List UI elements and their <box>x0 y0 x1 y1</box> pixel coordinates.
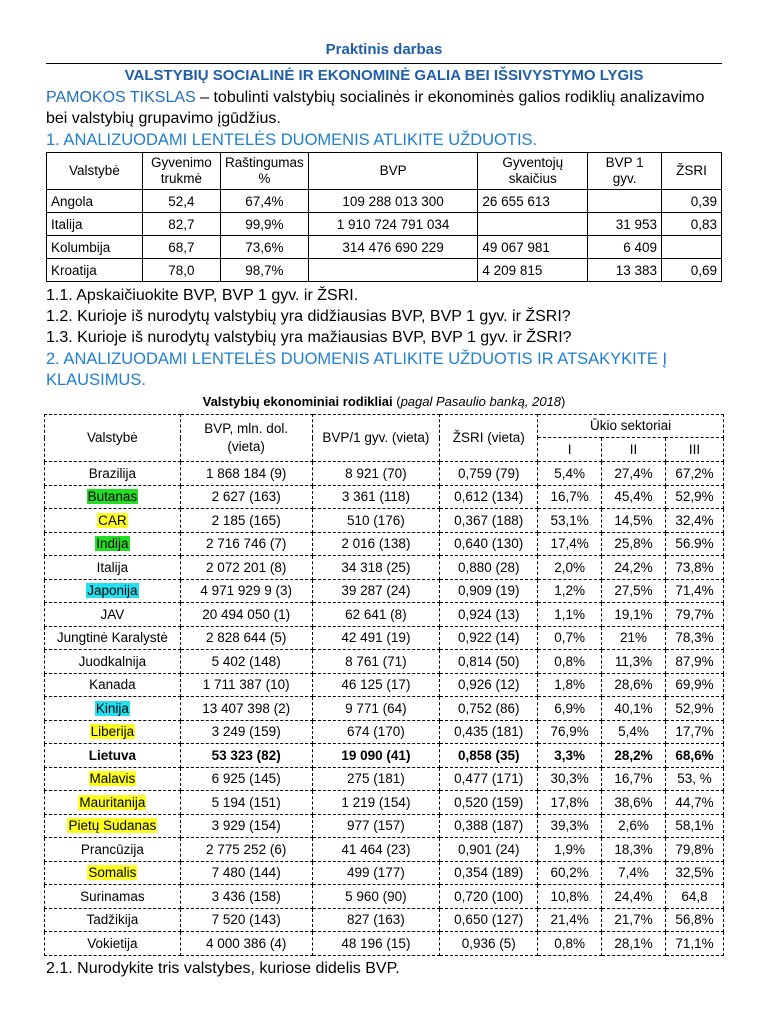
cell-gdp-per-capita-rank: 48 196 (15) <box>312 932 440 956</box>
cell-sector-3: 53, % <box>666 767 724 791</box>
cell-life-expectancy: 52,4 <box>142 190 220 213</box>
cell-sector-1: 5,4% <box>538 462 602 486</box>
col-life-expectancy: Gyvenimo trukmė <box>142 153 220 190</box>
cell-sector-2: 21,7% <box>602 908 666 932</box>
cell-sector-2: 24,4% <box>602 885 666 909</box>
col-sector-2: II <box>602 438 666 462</box>
page-subtitle: VALSTYBIŲ SOCIALINĖ IR EKONOMINĖ GALIA BEI IŠSIVYSTYMO LYGIS <box>124 67 644 84</box>
cell-country <box>45 885 181 909</box>
cell-gdp-per-capita-rank: 3 361 (118) <box>312 485 440 509</box>
cell-sector-2: 45,4% <box>602 485 666 509</box>
cell-hdi-rank: 0,354 (189) <box>440 861 538 885</box>
col-literacy: Raštingumas % <box>220 153 308 190</box>
cell-sector-1: 10,8% <box>538 885 602 909</box>
cell-life-expectancy: 68,7 <box>142 236 220 259</box>
cell-sector-1: 1,8% <box>538 673 602 697</box>
col-gdp-per-capita-rank: BVP/1 gyv. (vieta) <box>312 415 440 462</box>
cell-gdp-per-capita-rank: 275 (181) <box>312 767 440 791</box>
question-1-3: 1.3. Kurioje iš nurodytų valstybių yra mažiausias BVP, BVP 1 gyv. ir ŽSRI? <box>46 329 572 346</box>
cell-gdp: 109 288 013 300 <box>308 190 478 213</box>
table-row <box>45 767 724 791</box>
cell-sector-2: 28,2% <box>602 744 666 768</box>
table-row <box>45 673 724 697</box>
cell-literacy: 98,7% <box>220 259 308 282</box>
table-row <box>45 744 724 768</box>
country-name: Mauritanija <box>79 794 146 810</box>
cell-hdi-rank: 0,759 (79) <box>440 462 538 486</box>
cell-gdp-per-capita: 31 953 <box>588 213 662 236</box>
cell-sector-1: 16,7% <box>538 485 602 509</box>
cell-hdi-rank: 0,752 (86) <box>440 697 538 721</box>
cell-hdi-rank: 0,477 (171) <box>440 767 538 791</box>
cell-hdi-rank: 0,901 (24) <box>440 838 538 862</box>
col-hdi-rank: ŽSRI (vieta) <box>440 415 538 462</box>
cell-hdi-rank: 0,880 (28) <box>440 556 538 580</box>
table-row <box>45 814 724 838</box>
country-name: Prancūzija <box>80 841 144 857</box>
cell-sector-3: 17,7% <box>666 720 724 744</box>
table2-caption-open: ( <box>392 394 401 409</box>
cell-gdp-rank: 7 480 (144) <box>180 861 312 885</box>
table-row <box>45 509 724 533</box>
cell-gdp-rank: 4 000 386 (4) <box>180 932 312 956</box>
cell-sector-3: 64,8 <box>666 885 724 909</box>
cell-gdp-rank: 5 194 (151) <box>180 791 312 815</box>
cell-hdi-rank: 0,435 (181) <box>440 720 538 744</box>
cell-sector-2: 27,5% <box>602 579 666 603</box>
cell-gdp-per-capita-rank: 674 (170) <box>312 720 440 744</box>
table-row <box>45 885 724 909</box>
cell-gdp-per-capita <box>588 190 662 213</box>
table2-caption-main: Valstybių ekonominiai rodikliai <box>202 394 393 409</box>
cell-hdi-rank: 0,650 (127) <box>440 908 538 932</box>
cell-country <box>45 838 181 862</box>
cell-sector-3: 79,7% <box>666 603 724 627</box>
cell-literacy: 73,6% <box>220 236 308 259</box>
table-row <box>45 532 724 556</box>
col-country: Valstybė <box>45 415 181 462</box>
cell-gdp-per-capita-rank: 41 464 (23) <box>312 838 440 862</box>
cell-country: Kroatija <box>47 259 143 282</box>
cell-gdp <box>308 259 478 282</box>
cell-gdp-per-capita-rank: 5 960 (90) <box>312 885 440 909</box>
cell-sector-2: 25,8% <box>602 532 666 556</box>
col-sector-1: I <box>538 438 602 462</box>
worksheet-page <box>46 40 722 979</box>
cell-gdp-per-capita-rank: 42 491 (19) <box>312 626 440 650</box>
cell-sector-3: 71,1% <box>666 932 724 956</box>
cell-gdp-per-capita-rank: 9 771 (64) <box>312 697 440 721</box>
table-row <box>45 861 724 885</box>
cell-gdp-rank: 2 716 746 (7) <box>180 532 312 556</box>
cell-hdi: 0,69 <box>662 259 722 282</box>
cell-population: 49 067 981 <box>478 236 588 259</box>
cell-gdp-rank: 3 436 (158) <box>180 885 312 909</box>
cell-sector-3: 52,9% <box>666 697 724 721</box>
table-row <box>47 236 722 259</box>
table-row <box>45 650 724 674</box>
cell-sector-1: 53,1% <box>538 509 602 533</box>
cell-sector-2: 38,6% <box>602 791 666 815</box>
cell-gdp-per-capita-rank: 827 (163) <box>312 908 440 932</box>
cell-gdp: 314 476 690 229 <box>308 236 478 259</box>
cell-sector-2: 2,6% <box>602 814 666 838</box>
table-row <box>45 485 724 509</box>
cell-gdp-per-capita-rank: 510 (176) <box>312 509 440 533</box>
cell-sector-2: 24,2% <box>602 556 666 580</box>
cell-sector-1: 1,2% <box>538 579 602 603</box>
cell-population <box>478 213 588 236</box>
cell-hdi: 0,39 <box>662 190 722 213</box>
country-name: Kanada <box>89 677 136 693</box>
cell-sector-1: 39,3% <box>538 814 602 838</box>
lesson-goal-text: – tobulinti valstybių socialinės ir ekonominės galios rodiklių analizavimo bei valstybių grupavimo įgūdžius. <box>46 89 705 127</box>
cell-country <box>45 462 181 486</box>
table-row <box>45 697 724 721</box>
table2-caption-close: ) <box>561 394 566 409</box>
cell-gdp-rank: 2 828 644 (5) <box>180 626 312 650</box>
cell-sector-1: 6,9% <box>538 697 602 721</box>
cell-country <box>45 720 181 744</box>
cell-sector-2: 7,4% <box>602 861 666 885</box>
cell-hdi-rank: 0,367 (188) <box>440 509 538 533</box>
cell-sector-2: 21% <box>602 626 666 650</box>
cell-sector-3: 67,2% <box>666 462 724 486</box>
table2-body <box>45 462 724 956</box>
cell-sector-2: 28,1% <box>602 932 666 956</box>
col-country: Valstybė <box>47 153 143 190</box>
section2-heading: 2. ANALIZUODAMI LENTELĖS DUOMENIS ATLIKITE UŽDUOTIS IR ATSAKYKITE Į KLAUSIMUS. <box>46 350 668 389</box>
country-name: Kinija <box>95 700 129 716</box>
cell-hdi-rank: 0,640 (130) <box>440 532 538 556</box>
cell-gdp-rank: 2 775 252 (6) <box>180 838 312 862</box>
cell-gdp-rank: 6 925 (145) <box>180 767 312 791</box>
country-name: CAR <box>98 512 127 528</box>
cell-sector-1: 30,3% <box>538 767 602 791</box>
cell-gdp-per-capita-rank: 8 761 (71) <box>312 650 440 674</box>
table-row <box>45 462 724 486</box>
cell-gdp-per-capita: 6 409 <box>588 236 662 259</box>
lesson-goal <box>46 87 722 129</box>
cell-hdi-rank: 0,388 (187) <box>440 814 538 838</box>
cell-sector-1: 0,8% <box>538 650 602 674</box>
cell-sector-3: 71,4% <box>666 579 724 603</box>
cell-gdp-per-capita-rank: 34 318 (25) <box>312 556 440 580</box>
table-row <box>45 579 724 603</box>
section1-heading: 1. ANALIZUODAMI LENTELĖS DUOMENIS ATLIKITE UŽDUOTIS. <box>46 131 538 149</box>
cell-country <box>45 697 181 721</box>
cell-country <box>45 579 181 603</box>
cell-sector-2: 40,1% <box>602 697 666 721</box>
cell-hdi-rank: 0,612 (134) <box>440 485 538 509</box>
cell-sector-3: 56,8% <box>666 908 724 932</box>
table-row <box>45 720 724 744</box>
cell-sector-1: 0,7% <box>538 626 602 650</box>
table2-caption-source: pagal Pasaulio banką, 2018 <box>400 394 562 409</box>
cell-country <box>45 932 181 956</box>
cell-country <box>45 814 181 838</box>
cell-country <box>45 861 181 885</box>
cell-sector-1: 0,8% <box>538 932 602 956</box>
cell-literacy: 67,4% <box>220 190 308 213</box>
table-row <box>45 791 724 815</box>
cell-gdp-per-capita-rank: 1 219 (154) <box>312 791 440 815</box>
cell-gdp-rank: 1 868 184 (9) <box>180 462 312 486</box>
col-hdi: ŽSRI <box>662 153 722 190</box>
cell-sector-1: 3,3% <box>538 744 602 768</box>
cell-country: Kolumbija <box>47 236 143 259</box>
cell-sector-3: 58,1% <box>666 814 724 838</box>
table-row <box>47 190 722 213</box>
table-row <box>47 259 722 282</box>
cell-sector-3: 32,5% <box>666 861 724 885</box>
cell-sector-3: 79,8% <box>666 838 724 862</box>
cell-sector-1: 2,0% <box>538 556 602 580</box>
cell-sector-2: 16,7% <box>602 767 666 791</box>
cell-sector-2: 19,1% <box>602 603 666 627</box>
cell-sector-1: 60,2% <box>538 861 602 885</box>
question-1-1: 1.1. Apskaičiuokite BVP, BVP 1 gyv. ir ŽSRI. <box>46 287 359 304</box>
cell-sector-1: 21,4% <box>538 908 602 932</box>
country-name: Brazilija <box>88 465 137 481</box>
country-name: JAV <box>100 606 125 622</box>
cell-country <box>45 626 181 650</box>
cell-country <box>45 603 181 627</box>
table-economic-indicators <box>44 414 724 956</box>
country-name: Italija <box>96 559 129 575</box>
cell-country <box>45 532 181 556</box>
cell-hdi-rank: 0,520 (159) <box>440 791 538 815</box>
country-name: Butanas <box>87 489 138 505</box>
cell-sector-1: 1,1% <box>538 603 602 627</box>
country-name: Jungtinė Karalystė <box>56 630 168 646</box>
cell-hdi-rank: 0,720 (100) <box>440 885 538 909</box>
cell-sector-3: 87,9% <box>666 650 724 674</box>
cell-population: 26 655 613 <box>478 190 588 213</box>
country-name: Vokietija <box>87 935 138 951</box>
country-name: Lietuva <box>88 747 137 763</box>
cell-sector-2: 5,4% <box>602 720 666 744</box>
cell-sector-1: 1,9% <box>538 838 602 862</box>
table-row <box>45 908 724 932</box>
cell-sector-3: 56.9% <box>666 532 724 556</box>
cell-hdi-rank: 0,909 (19) <box>440 579 538 603</box>
country-name: Japonija <box>87 583 138 599</box>
cell-gdp-rank: 1 711 387 (10) <box>180 673 312 697</box>
cell-gdp-per-capita-rank: 62 641 (8) <box>312 603 440 627</box>
cell-sector-3: 32,4% <box>666 509 724 533</box>
table-country-indicators <box>46 152 722 282</box>
cell-sector-2: 27,4% <box>602 462 666 486</box>
cell-country <box>45 556 181 580</box>
country-name: Liberija <box>90 724 135 740</box>
cell-country <box>45 673 181 697</box>
cell-gdp-rank: 7 520 (143) <box>180 908 312 932</box>
table-row <box>45 556 724 580</box>
table-body <box>47 190 722 282</box>
cell-sector-3: 73,8% <box>666 556 724 580</box>
cell-sector-3: 69,9% <box>666 673 724 697</box>
cell-gdp-rank: 20 494 050 (1) <box>180 603 312 627</box>
cell-gdp-rank: 2 627 (163) <box>180 485 312 509</box>
cell-gdp-per-capita-rank: 19 090 (41) <box>312 744 440 768</box>
cell-country <box>45 767 181 791</box>
cell-sector-2: 11,3% <box>602 650 666 674</box>
cell-gdp: 1 910 724 791 034 <box>308 213 478 236</box>
country-name: Malavis <box>89 771 136 787</box>
col-population: Gyventojų skaičius <box>478 153 588 190</box>
question-1-2: 1.2. Kurioje iš nurodytų valstybių yra didžiausias BVP, BVP 1 gyv. ir ŽSRI? <box>46 308 571 325</box>
col-economic-sectors: Ūkio sektoriai <box>538 415 724 438</box>
cell-country <box>45 908 181 932</box>
cell-sector-2: 28,6% <box>602 673 666 697</box>
cell-literacy: 99,9% <box>220 213 308 236</box>
country-name: Tadžikija <box>86 912 139 928</box>
cell-country <box>45 509 181 533</box>
cell-gdp-per-capita-rank: 977 (157) <box>312 814 440 838</box>
cell-gdp-rank: 4 971 929 9 (3) <box>180 579 312 603</box>
cell-sector-3: 52,9% <box>666 485 724 509</box>
cell-gdp-per-capita: 13 383 <box>588 259 662 282</box>
cell-gdp-rank: 13 407 398 (2) <box>180 697 312 721</box>
cell-gdp-rank: 2 185 (165) <box>180 509 312 533</box>
table2-caption <box>46 393 722 411</box>
cell-hdi-rank: 0,924 (13) <box>440 603 538 627</box>
cell-sector-3: 78,3% <box>666 626 724 650</box>
cell-country: Italija <box>47 213 143 236</box>
question-2-1: 2.1. Nurodykite tris valstybes, kuriose didelis BVP. <box>46 959 400 977</box>
cell-hdi-rank: 0,922 (14) <box>440 626 538 650</box>
cell-gdp-rank: 2 072 201 (8) <box>180 556 312 580</box>
table-row <box>45 932 724 956</box>
cell-gdp-per-capita-rank: 2 016 (138) <box>312 532 440 556</box>
cell-hdi-rank: 0,936 (5) <box>440 932 538 956</box>
country-name: Somalis <box>88 865 137 881</box>
cell-hdi-rank: 0,926 (12) <box>440 673 538 697</box>
cell-sector-2: 18,3% <box>602 838 666 862</box>
lesson-goal-label: PAMOKOS TIKSLAS <box>46 89 196 106</box>
cell-sector-1: 76,9% <box>538 720 602 744</box>
cell-population: 4 209 815 <box>478 259 588 282</box>
cell-sector-3: 44,7% <box>666 791 724 815</box>
cell-country <box>45 650 181 674</box>
cell-country <box>45 744 181 768</box>
page-title: Praktinis darbas <box>46 40 722 64</box>
cell-hdi <box>662 236 722 259</box>
cell-sector-1: 17,8% <box>538 791 602 815</box>
table-row <box>45 626 724 650</box>
cell-hdi-rank: 0,814 (50) <box>440 650 538 674</box>
country-name: Indija <box>96 536 129 552</box>
cell-sector-3: 68,6% <box>666 744 724 768</box>
cell-country <box>45 791 181 815</box>
cell-gdp-per-capita-rank: 39 287 (24) <box>312 579 440 603</box>
cell-hdi-rank: 0,858 (35) <box>440 744 538 768</box>
cell-gdp-rank: 53 323 (82) <box>180 744 312 768</box>
table-header-row <box>47 153 722 190</box>
country-name: Surinamas <box>80 888 145 904</box>
cell-gdp-per-capita-rank: 499 (177) <box>312 861 440 885</box>
cell-hdi: 0,83 <box>662 213 722 236</box>
col-sector-3: III <box>666 438 724 462</box>
cell-sector-1: 17,4% <box>538 532 602 556</box>
col-gdp-rank: BVP, mln. dol. (vieta) <box>180 415 312 462</box>
country-name: Pietų Sudanas <box>68 818 157 834</box>
cell-country <box>45 485 181 509</box>
cell-gdp-rank: 5 402 (148) <box>180 650 312 674</box>
cell-gdp-per-capita-rank: 8 921 (70) <box>312 462 440 486</box>
table2-header-row-1 <box>45 415 724 438</box>
cell-life-expectancy: 78,0 <box>142 259 220 282</box>
cell-life-expectancy: 82,7 <box>142 213 220 236</box>
table-row <box>45 838 724 862</box>
cell-sector-2: 14,5% <box>602 509 666 533</box>
table-row <box>45 603 724 627</box>
col-gdp-per-capita: BVP 1 gyv. <box>588 153 662 190</box>
cell-gdp-per-capita-rank: 46 125 (17) <box>312 673 440 697</box>
cell-country: Angola <box>47 190 143 213</box>
col-gdp: BVP <box>308 153 478 190</box>
table-row <box>47 213 722 236</box>
country-name: Juodkalnija <box>78 653 147 669</box>
cell-gdp-rank: 3 249 (159) <box>180 720 312 744</box>
cell-gdp-rank: 3 929 (154) <box>180 814 312 838</box>
